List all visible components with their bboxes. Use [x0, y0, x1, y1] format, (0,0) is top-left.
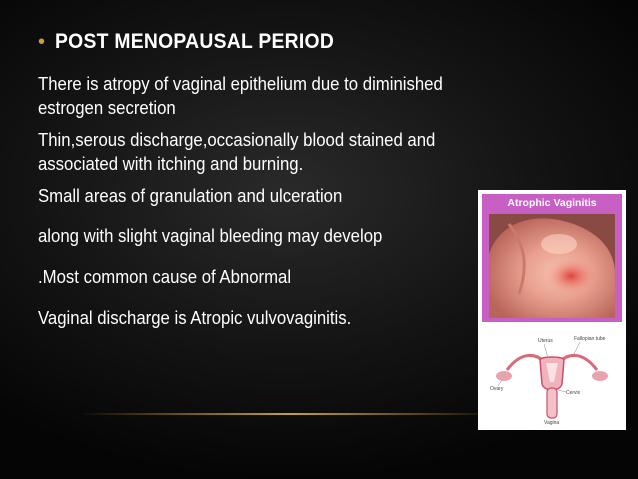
- slide-title: POST MENOPAUSAL PERIOD: [55, 30, 335, 53]
- bullet-icon: •: [38, 31, 46, 53]
- text-line: Thin,serous discharge,occasionally blood stained and: [38, 130, 436, 150]
- medical-figure: [478, 190, 626, 430]
- label-fallopian-tube: Fallopian tube: [574, 336, 606, 342]
- text-line: .Most common cause of Abnormal: [38, 267, 292, 287]
- clinical-photo: [489, 214, 615, 318]
- text-line: estrogen secretion: [38, 98, 176, 118]
- title-row: [38, 30, 358, 54]
- photo-label: Atrophic Vaginitis: [507, 197, 597, 209]
- text-line: Vaginal discharge is Atropic vulvovaginitis.: [38, 308, 352, 328]
- label-ovary: Ovary: [490, 386, 504, 392]
- text-line: associated with itching and burning.: [38, 154, 304, 174]
- label-uterus: Uterus: [538, 338, 553, 344]
- paragraph-discharge: [38, 128, 558, 176]
- text-line: Small areas of granulation and ulceration: [38, 186, 343, 206]
- label-cervix: Cervix: [566, 390, 581, 396]
- label-vagina: Vagina: [544, 420, 560, 426]
- atrophic-vaginitis-panel: [482, 194, 622, 322]
- text-line: There is atropy of vaginal epithelium due to diminished: [38, 74, 443, 94]
- paragraph-atrophy: [38, 72, 558, 120]
- gold-divider: [80, 413, 500, 415]
- text-line: along with slight vaginal bleeding may develop: [38, 226, 383, 246]
- uterus-diagram: [482, 332, 622, 426]
